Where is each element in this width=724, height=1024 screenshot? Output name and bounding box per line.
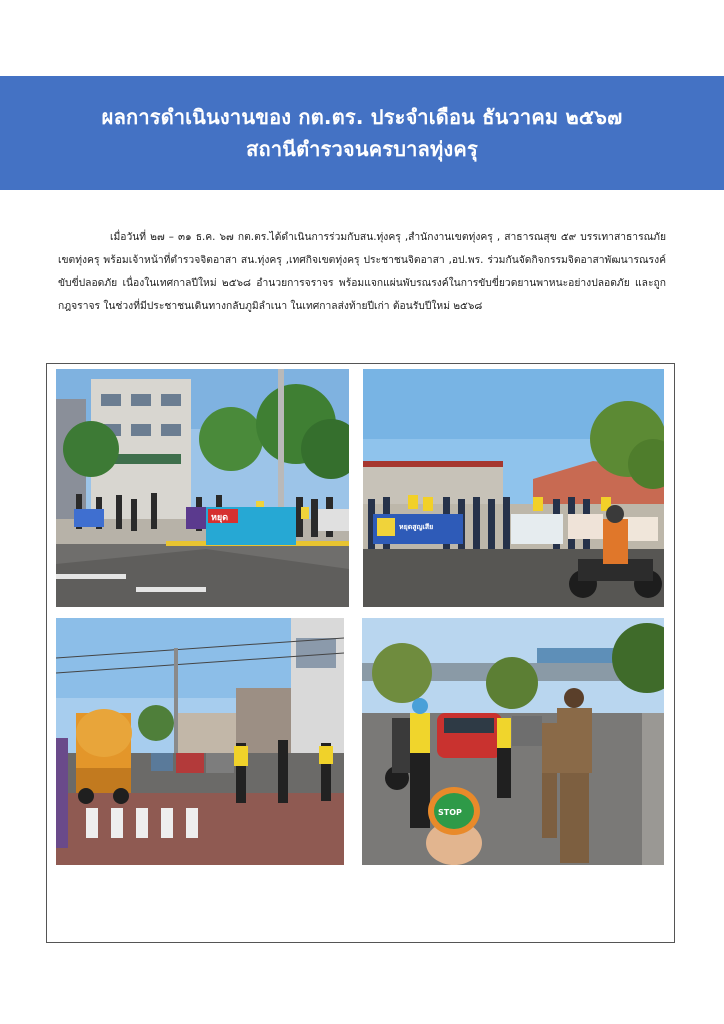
photo1-banner-text: หยุด xyxy=(211,513,229,523)
photo-street-campaign-1 xyxy=(56,369,349,607)
photo-traffic-control-1 xyxy=(56,618,344,865)
photo2-banner-text: หยุดสูญเสีย xyxy=(399,523,434,531)
report-paragraph: เมื่อวันที่ ๒๗ – ๓๑ ธ.ค. ๖๗ กต.ตร.ได้ดำเนินการร่วมกับสน.ทุ่งครุ ,สำนักงานเขตทุ่งครุ , สาธารณสุข ๕๙ บรรเทาสาธารณภัยเขตทุ่งครุ พร้อมเจ้าหน้าที่ตำรวจจิตอาสา สน.ทุ่งครุ ,เทศกิจเขตทุ่งครุ ประชาชนจิตอาสา ,อป.พร. ร่วมกันจัดกิจกรรมจิตอาสาพัฒนารณรงค์ขับขี่ปลอดภัย เนื่องในเทศกาลปีใหม่ ๒๕๖๘ อำนวยการจราจร พร้อมแจกแผ่นพับรณรงค์ในการขับขี่ยวดยานพาหนะอย่างปลอดภัย และถูกกฎจราจร ในช่วงที่มีประชาชนเดินทางกลับภูมิลำเนา ในเทศกาลส่งท้ายปีเก่า ต้อนรับปีใหม่ ๒๕๖๘ xyxy=(58,231,666,312)
page-title-line-2: สถานีตำรวจนครบาลทุ่งครุ xyxy=(246,137,478,161)
photo-frame xyxy=(46,363,675,943)
report-paragraph-block xyxy=(58,226,666,318)
photo-traffic-control-2 xyxy=(362,618,664,865)
title-banner xyxy=(0,76,724,190)
page-title-line-1: ผลการดำเนินงานของ กต.ตร. ประจำเดือน ธันวาคม ๒๕๖๗ xyxy=(101,105,623,129)
photo4-hat-text: STOP xyxy=(438,808,462,817)
photo-street-campaign-2 xyxy=(363,369,664,607)
